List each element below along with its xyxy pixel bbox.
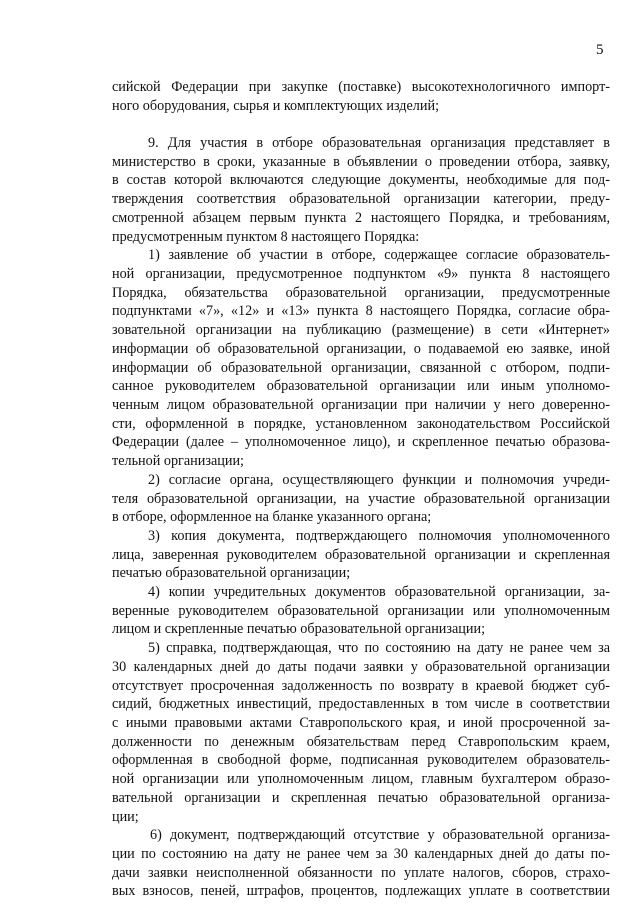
text-line: ной организации, предусмотренное подпунктом «9» пункта 8 настоящего: [112, 266, 610, 282]
text-line: вых взносов, пеней, штрафов, процентов, подлежащих уплате в соответствии: [112, 883, 610, 899]
text-line: информации об образовательной организации, связанной с отбором, подпи-: [112, 360, 610, 376]
text-line: с иными правовыми актами Ставропольского края, и иной просроченной за-: [112, 715, 610, 731]
text-line: информации об образовательной организации, о подаваемой ею заявке, иной: [112, 341, 610, 357]
text-line: сидий, бюджетных инвестиций, предоставленных в том числе в соответствии: [112, 696, 610, 712]
text-line: ции;: [112, 809, 139, 825]
text-line: Федерации (далее – уполномоченное лицо), и скрепленное печатью образова-: [112, 434, 610, 450]
paragraph-start-line: 5) справка, подтверждающая, что по состоянию на дату не ранее чем за: [148, 640, 610, 656]
text-line: санное руководителем образовательной организации или иным уполномо-: [112, 378, 610, 394]
text-line: ченным лицом образовательной организации при наличии у него доверенно-: [112, 397, 610, 413]
text-line: сти, оформленной в порядке, установленном законодательством Российской: [112, 416, 610, 432]
text-line: печатью образовательной организации;: [112, 565, 351, 581]
text-line: отсутствует просроченная задолженность по возврату в краевой бюджет суб-: [112, 678, 610, 694]
text-line: теля образовательной организации, на участие образовательной организации: [112, 491, 610, 507]
text-line: вательной организации и скрепленная печатью образовательной организа-: [112, 790, 610, 806]
page-number: 5: [596, 42, 604, 58]
text-line: ной организации или уполномоченным лицом, главным бухгалтером образо-: [112, 771, 610, 787]
paragraph-start-line: 1) заявление об участии в отборе, содержащее согласие образователь-: [148, 247, 610, 263]
text-line: тельной организации;: [112, 453, 244, 469]
paragraph-start-line: 6) документ, подтверждающий отсутствие у образовательной организа-: [150, 827, 610, 843]
text-line: Порядка, обязательства образовательной организации, предусмотренные: [112, 285, 610, 301]
text-line: сийской Федерации при закупке (поставке) высокотехнологичного импорт-: [112, 79, 610, 95]
text-line: в отборе, оформленное на бланке указанного органа;: [112, 509, 432, 525]
text-line: оформленная в свободной форме, подписанная руководителем образователь-: [112, 752, 610, 768]
text-line: дачи заявки неисполненной обязанности по уплате налогов, сборов, страхо-: [112, 865, 610, 881]
text-line: в состав которой включаются следующие документы, необходимые для под-: [112, 172, 610, 188]
paragraph-start-line: 4) копии учредительных документов образовательной организации, за-: [148, 584, 610, 600]
text-line: 30 календарных дней до даты подачи заявки у образовательной организации: [112, 659, 610, 675]
text-line: предусмотренным пунктом 8 настоящего Порядка:: [112, 229, 420, 245]
text-line: подпунктами «7», «12» и «13» пункта 8 настоящего Порядка, согласие обра-: [112, 303, 610, 319]
text-line: ции по состоянию на дату не ранее чем за 30 календарных дней до даты по-: [112, 846, 610, 862]
text-line: ного оборудования, сырья и комплектующих изделий;: [112, 98, 440, 114]
paragraph-start-line: 3) копия документа, подтверждающего полномочия уполномоченного: [148, 528, 610, 544]
paragraph-start-line: 9. Для участия в отборе образовательная организация представляет в: [148, 135, 610, 151]
text-line: долженности по денежным обязательствам перед Ставропольским краем,: [112, 734, 610, 750]
text-line: лицом и скрепленные печатью образовательной организации;: [112, 621, 486, 637]
text-line: веренные руководителем образовательной организации или уполномоченным: [112, 603, 610, 619]
text-line: тверждения соответствия образовательной организации категории, преду-: [112, 191, 610, 207]
paragraph-start-line: 2) согласие органа, осуществляющего функции и полномочия учреди-: [148, 472, 610, 488]
text-line: зовательной организации на публикацию (размещение) в сети «Интернет»: [112, 322, 610, 338]
text-line: министерство в сроки, указанные в объявлении о проведении отбора, заявку,: [112, 154, 610, 170]
text-line: смотренной абзацем первым пункта 2 настоящего Порядка, и требованиям,: [112, 210, 610, 226]
text-line: лица, заверенная руководителем образовательной организации и скрепленная: [112, 547, 610, 563]
